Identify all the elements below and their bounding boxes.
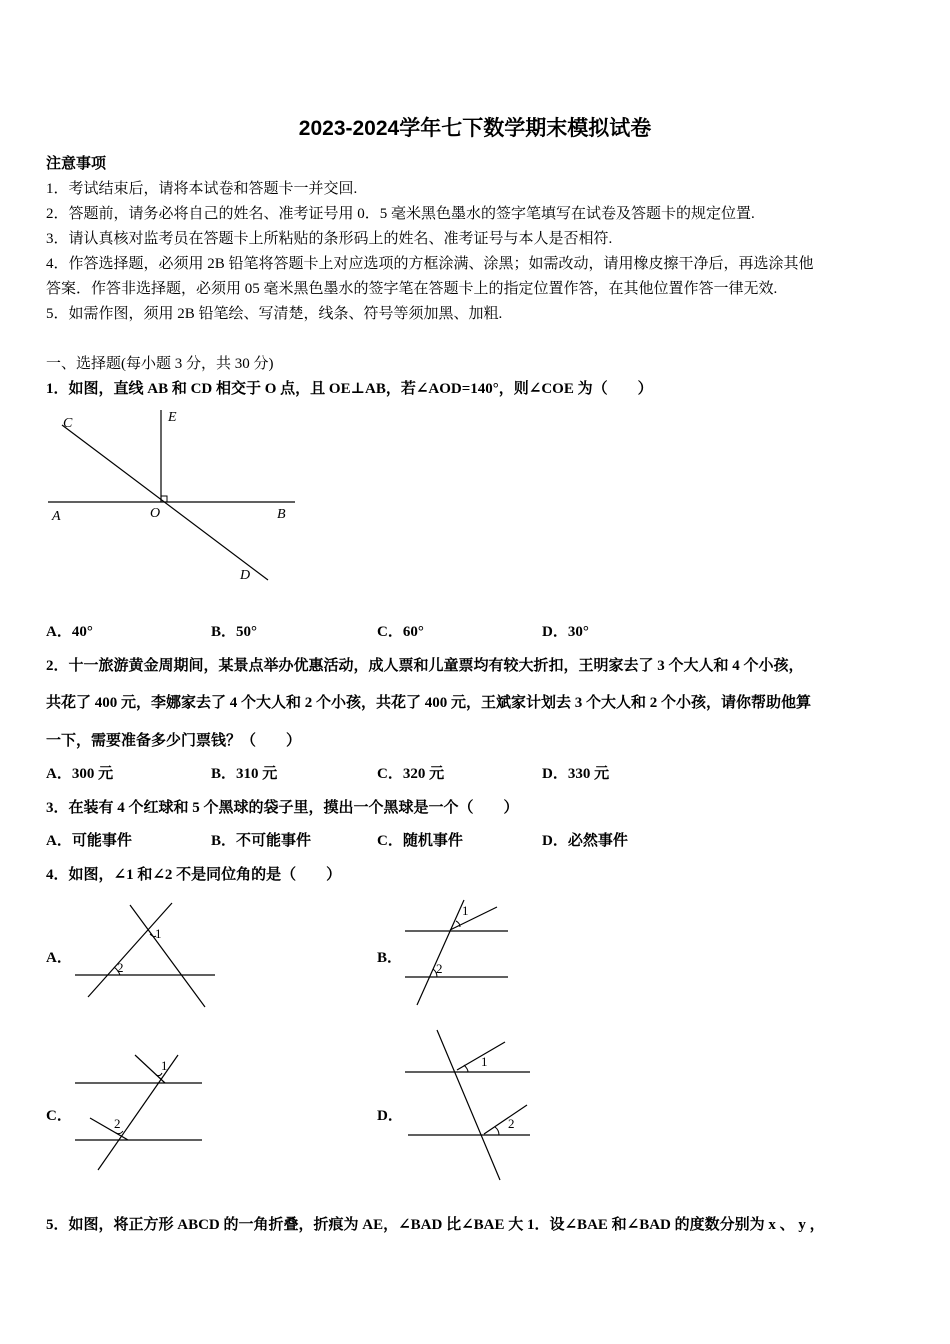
- q2-option-a[interactable]: A．300 元: [46, 766, 114, 782]
- q4-option-b-label[interactable]: B．: [377, 950, 403, 966]
- q1-option-d[interactable]: D．30°: [542, 624, 589, 640]
- q4-figure-a: [70, 900, 220, 1010]
- label-c: C: [63, 416, 73, 431]
- q4-figure-b: [400, 895, 515, 1010]
- q4-figure-d: [400, 1025, 535, 1185]
- notice-item: 5．如需作图，须用 2B 铅笔绘、写清楚，线条、符号等须加黑、加粗.: [46, 306, 503, 322]
- q1-option-b[interactable]: B．50°: [211, 624, 258, 640]
- notice-item: 2．答题前，请务必将自己的姓名、准考证号用 0．5 毫米黑色墨水的签字笔填写在试卷及答题卡的规定位置.: [46, 206, 755, 222]
- label-e: E: [168, 410, 177, 425]
- q1-option-c[interactable]: C．60°: [377, 624, 424, 640]
- angle-1-label: 1: [481, 1054, 488, 1069]
- label-d: D: [240, 568, 251, 583]
- angle-2-label: 2: [117, 960, 124, 975]
- angle-2-label: 2: [436, 961, 443, 976]
- notice-heading: 注意事项: [46, 156, 107, 172]
- angle-2-label: 2: [114, 1116, 121, 1131]
- angle-1-label: 1: [161, 1058, 168, 1073]
- notice-item: 1．考试结束后，请将本试卷和答题卡一并交回.: [46, 181, 358, 197]
- q1-figure: [40, 405, 310, 590]
- q3-option-a[interactable]: A．可能事件: [46, 833, 132, 849]
- q4-option-c-label[interactable]: C．: [46, 1108, 72, 1124]
- section-heading: 一、选择题(每小题 3 分，共 30 分): [46, 356, 274, 372]
- question-1-text: 1．如图，直线 AB 和 CD 相交于 O 点，且 OE⊥AB，若∠AOD=140°，则∠COE 为（ ）: [46, 381, 653, 397]
- q2-option-b[interactable]: B．310 元: [211, 766, 278, 782]
- q2-option-c[interactable]: C．320 元: [377, 766, 445, 782]
- angle-1-label: 1: [155, 926, 162, 941]
- angle-2-label: 2: [508, 1116, 515, 1131]
- question-2-line: 一下，需要准备多少门票钱？（ ）: [46, 733, 302, 749]
- q3-option-b[interactable]: B．不可能事件: [211, 833, 312, 849]
- q3-option-d[interactable]: D．必然事件: [542, 833, 628, 849]
- label-a: A: [52, 509, 61, 524]
- question-5-text: 5．如图，将正方形 ABCD 的一角折叠，折痕为 AE，∠BAD 比∠BAE 大 1．设∠BAE 和∠BAD 的度数分别为 x 、 y ，: [46, 1217, 825, 1233]
- notice-item: 3．请认真核对监考员在答题卡上所粘贴的条形码上的姓名、准考证号与本人是否相符.: [46, 231, 613, 247]
- q1-option-a[interactable]: A．40°: [46, 624, 93, 640]
- angle-1-label: 1: [462, 903, 469, 918]
- notice-item: 4．作答选择题，必须用 2B 铅笔将答题卡上对应选项的方框涂满、涂黑；如需改动，请用橡皮擦干净后，再选涂其他: [46, 256, 814, 272]
- question-2-line: 2．十一旅游黄金周期间，某景点举办优惠活动，成人票和儿童票均有较大折扣，王明家去了 3 个大人和 4 个小孩，: [46, 658, 804, 674]
- label-o: O: [150, 506, 161, 521]
- question-4-text: 4．如图，∠1 和∠2 不是同位角的是（ ）: [46, 867, 342, 883]
- notice-item: 答案．作答非选择题，必须用 05 毫米黑色墨水的签字笔在答题卡上的指定位置作答，在其他位置作答一律无效.: [46, 281, 778, 297]
- q2-option-d[interactable]: D．330 元: [542, 766, 610, 782]
- page-title: 2023-2024学年七下数学期末模拟试卷: [298, 117, 652, 140]
- q4-option-d-label[interactable]: D．: [377, 1108, 403, 1124]
- question-3-text: 3．在装有 4 个红球和 5 个黑球的袋子里，摸出一个黑球是一个（ ）: [46, 800, 519, 816]
- question-2-line: 共花了 400 元，李娜家去了 4 个大人和 2 个小孩，共花了 400 元，王斌家计划去 3 个大人和 2 个小孩，请你帮助他算: [46, 695, 812, 711]
- q4-option-a-label[interactable]: A．: [46, 950, 72, 966]
- q4-figure-c: [70, 1050, 210, 1175]
- label-b: B: [277, 507, 286, 522]
- q3-option-c[interactable]: C．随机事件: [377, 833, 463, 849]
